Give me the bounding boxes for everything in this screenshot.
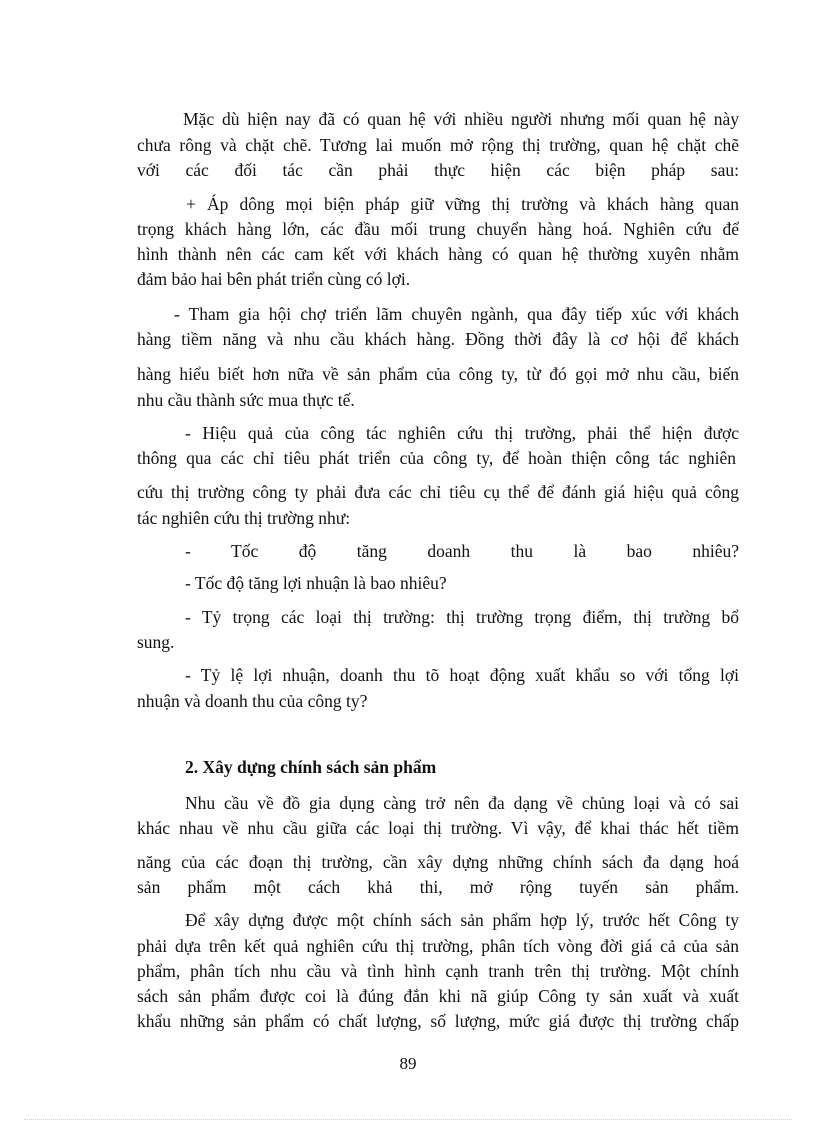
- text-line: - Tốc độ tăng lợi nhuận là bao nhiêu?: [185, 573, 447, 593]
- text-line: phải dựa trên kết quả nghiên cứu thị trường, phân tích vòng đời giá cả của sản: [137, 936, 739, 956]
- text-line: - Tỷ lệ lợi nhuận, doanh thu tõ hoạt động xuất khẩu so với tổng lợi: [185, 665, 739, 685]
- page-edge-divider: [24, 1119, 792, 1120]
- text-line: sung.: [137, 632, 175, 652]
- text-line: Để xây dựng được một chính sách sản phẩm hợp lý, trước hết Công ty: [185, 910, 739, 930]
- section-heading: 2. Xây dựng chính sách sản phẩm: [185, 757, 437, 777]
- text-line: khác nhau về nhu cầu giữa các loại thị trường. Vì vậy, để khai thác hết tiềm: [137, 818, 739, 838]
- page-number: 89: [399, 1054, 417, 1073]
- text-line: + Áp dông mọi biện pháp giữ vững thị trường và khách hàng quan: [186, 194, 739, 214]
- text-line: nhuận và doanh thu của công ty?: [137, 691, 368, 711]
- text-line: Nhu cầu về đồ gia dụng càng trở nên đa dạng về chủng loại và có sai: [185, 793, 739, 813]
- text-line: - Tham gia hội chợ triển lãm chuyên ngành, qua đây tiếp xúc với khách: [174, 304, 739, 324]
- text-line: năng của các đoạn thị trường, cần xây dựng những chính sách đa dạng hoá: [137, 852, 739, 872]
- text-line: thông qua các chỉ tiêu phát triển của công ty, để hoàn thiện công tác nghiên: [137, 448, 736, 468]
- text-line: cứu thị trường công ty phải đưa các chỉ tiêu cụ thể để đánh giá hiệu quả công: [137, 482, 739, 502]
- text-line: hình thành nên các cam kết với khách hàng có quan hệ thường xuyên nhằm: [137, 244, 739, 264]
- text-line: đảm bảo hai bên phát triển cùng có lợi.: [137, 269, 411, 289]
- text-line: - Hiệu quả của công tác nghiên cứu thị trường, phải thể hiện được: [185, 423, 739, 443]
- text-line: khẩu những sản phẩm có chất lượng, số lượng, mức giá được thị trường chấp: [137, 1011, 739, 1031]
- text-line: nhu cầu thành sức mua thực tế.: [137, 390, 355, 410]
- text-line: sách sản phẩm được coi là đúng đắn khi nã giúp Công ty sản xuất và xuất: [137, 986, 739, 1006]
- text-line: chưa rông và chặt chẽ. Tương lai muốn mở rộng thị trường, quan hệ chặt chẽ: [137, 135, 739, 155]
- text-line: sản phẩm một cách khả thi, mở rộng tuyến sản phẩm.: [137, 877, 739, 897]
- text-line: - Tốc độ tăng doanh thu là bao nhiêu?: [185, 541, 739, 561]
- text-line: - Tỷ trọng các loại thị trường: thị trường trọng điểm, thị trường bổ: [185, 607, 739, 627]
- text-line: hàng tiềm năng và nhu cầu khách hàng. Đồng thời đây là cơ hội để khách: [137, 329, 739, 349]
- text-line: trọng khách hàng lớn, các đầu mối trung chuyển hàng hoá. Nghiên cứu để: [137, 219, 739, 239]
- text-line: phẩm, phân tích nhu cầu và tình hình cạnh tranh trên thị trường. Một chính: [137, 961, 739, 981]
- text-line: tác nghiên cứu thị trường như:: [137, 508, 351, 528]
- text-line: Mặc dù hiện nay đã có quan hệ với nhiều người nhưng mối quan hệ này: [183, 109, 739, 129]
- text-line: hàng hiểu biết hơn nữa về sản phẩm của công ty, từ đó gọi mở nhu cầu, biến: [137, 364, 739, 384]
- text-line: với các đối tác cần phải thực hiện các biện pháp sau:: [137, 160, 739, 180]
